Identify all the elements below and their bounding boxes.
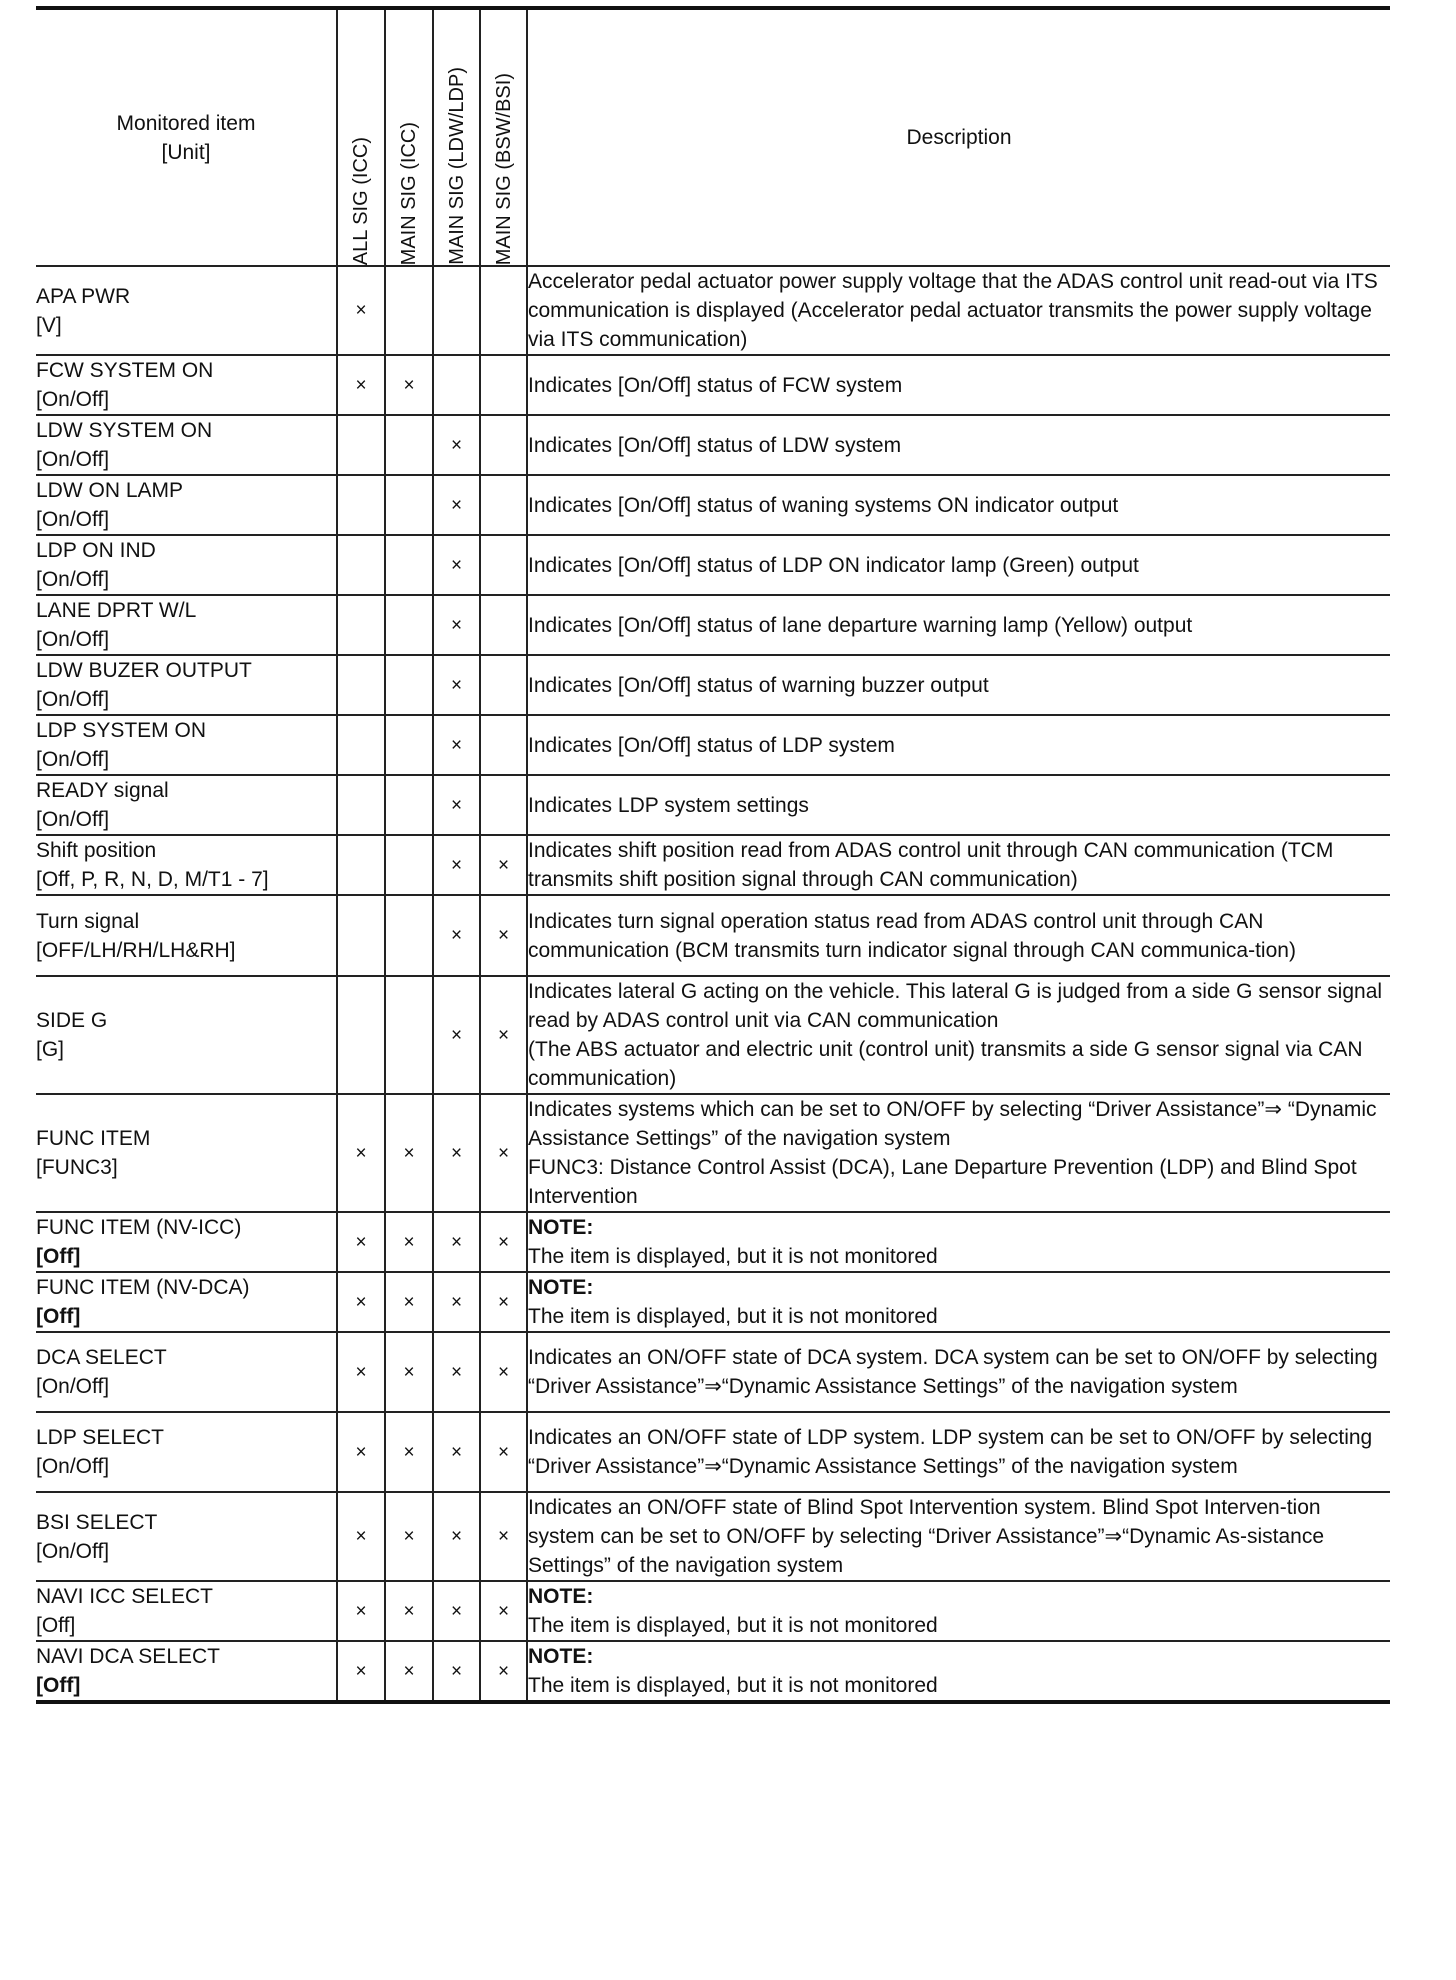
note-label: NOTE:: [528, 1216, 594, 1239]
applicable-mark: ×: [497, 1526, 510, 1547]
table-row: [36, 835, 1390, 895]
description-text: Indicates lateral G acting on the vehicle. This lateral G is judged from a side G sensor signal read by ADAS control unit via CAN communication: [528, 980, 1383, 1032]
description-cell: [527, 535, 1390, 595]
description-cell: [527, 655, 1390, 715]
applicable-mark: ×: [450, 794, 463, 816]
signal-mark-cell: [337, 475, 385, 535]
signal-mark-cell: [480, 1641, 527, 1702]
table-row: [36, 1094, 1390, 1212]
applicable-mark: ×: [497, 1361, 510, 1383]
signal-mark-cell: [480, 595, 527, 655]
signal-mark-cell: [480, 1272, 527, 1332]
signal-mark-cell: [337, 1272, 385, 1332]
signal-mark-cell: [337, 1212, 385, 1272]
applicable-mark: ×: [497, 925, 510, 946]
signal-mark-cell: [337, 535, 385, 595]
applicable-mark: ×: [355, 1231, 367, 1253]
signal-mark-cell: [385, 655, 433, 715]
applicable-mark: ×: [355, 1142, 367, 1164]
signal-mark-cell: [480, 1212, 527, 1272]
applicable-mark: ×: [497, 1024, 510, 1046]
item-unit: [On/Off]: [36, 808, 110, 831]
signal-mark-cell: [385, 1272, 433, 1332]
description-text: Indicates an ON/OFF state of Blind Spot Intervention system. Blind Spot Interven-tion system can be set to ON/OFF by selecting “Driver Assistance”⇒“Dynamic As-sistance Settings” of the navigation system: [528, 1496, 1325, 1577]
item-name: APA PWR: [36, 284, 131, 308]
signal-mark-cell: [480, 1094, 527, 1212]
item-unit: [On/Off]: [36, 1375, 110, 1398]
description-cell: [527, 895, 1390, 976]
applicable-mark: ×: [497, 1600, 510, 1622]
signal-mark-cell: [480, 355, 527, 415]
signal-mark-cell: [433, 1641, 480, 1702]
description-text: Indicates [On/Off] status of lane departure warning lamp (Yellow) output: [528, 613, 1193, 637]
monitored-item-cell: [36, 1641, 337, 1702]
item-unit: [Off, P, R, N, D, M/T1 - 7]: [36, 868, 269, 891]
table-row: [36, 1272, 1390, 1332]
item-unit: [Off]: [36, 1245, 81, 1268]
applicable-mark: ×: [355, 1660, 367, 1682]
description-text: The item is displayed, but it is not monitored: [528, 1305, 938, 1328]
table-row: [36, 1212, 1390, 1272]
signal-mark-cell: [337, 655, 385, 715]
description-cell: [527, 976, 1390, 1094]
signal-mark-cell: [433, 1332, 480, 1412]
signal-mark-cell: [337, 1492, 385, 1581]
monitored-item-cell: [36, 1581, 337, 1641]
item-unit: [FUNC3]: [36, 1156, 118, 1179]
applicable-mark: ×: [450, 434, 463, 456]
signal-mark-cell: [337, 595, 385, 655]
signal-mark-cell: [433, 1094, 480, 1212]
item-unit: [On/Off]: [36, 448, 110, 471]
item-name: BSI SELECT: [36, 1510, 158, 1534]
monitored-item-cell: [36, 715, 337, 775]
applicable-mark: ×: [355, 1361, 367, 1383]
item-unit: [On/Off]: [36, 1539, 110, 1563]
item-name: Shift position: [36, 839, 157, 862]
table-row: [36, 535, 1390, 595]
description-text: Indicates [On/Off] status of LDW system: [528, 433, 902, 457]
header-description-label: Description: [906, 126, 1012, 149]
description-text: Indicates an ON/OFF state of DCA system. DCA system can be set to ON/OFF by selecting “Driver Assistance”⇒“Dynamic Assistance Settings” of the navigation system: [528, 1346, 1378, 1398]
applicable-mark: ×: [450, 554, 463, 576]
monitored-item-cell: [36, 895, 337, 976]
item-unit: [Off]: [36, 1305, 81, 1328]
header-all-sig-icc: [337, 8, 385, 266]
header-sig-label: MAIN SIG (LDW/LDP): [445, 67, 468, 265]
description-text: Indicates LDP system settings: [528, 793, 809, 817]
applicable-mark: ×: [450, 1526, 463, 1547]
applicable-mark: ×: [450, 614, 463, 636]
signal-mark-cell: [433, 835, 480, 895]
description-cell: [527, 415, 1390, 475]
description-cell: [527, 1094, 1390, 1212]
signal-mark-cell: [480, 1581, 527, 1641]
signal-mark-cell: [385, 976, 433, 1094]
applicable-mark: ×: [355, 1291, 367, 1313]
applicable-mark: ×: [403, 1361, 415, 1383]
signal-mark-cell: [433, 1581, 480, 1641]
applicable-mark: ×: [403, 374, 415, 396]
applicable-mark: ×: [355, 1441, 367, 1463]
signal-mark-cell: [385, 266, 433, 355]
header-sig-label: MAIN SIG (ICC): [398, 121, 420, 265]
description-cell: [527, 355, 1390, 415]
signal-mark-cell: [385, 895, 433, 976]
signal-mark-cell: [385, 415, 433, 475]
applicable-mark: ×: [450, 494, 463, 516]
signal-mark-cell: [433, 976, 480, 1094]
signal-mark-cell: [480, 775, 527, 835]
signal-mark-cell: [337, 1412, 385, 1492]
signal-mark-cell: [480, 535, 527, 595]
item-name: NAVI ICC SELECT: [36, 1585, 213, 1608]
description-text: Indicates [On/Off] status of waning systems ON indicator output: [528, 493, 1119, 517]
applicable-mark: ×: [450, 1231, 463, 1253]
item-unit: [G]: [36, 1038, 65, 1061]
item-name: LANE DPRT W/L: [36, 599, 197, 622]
monitored-item-cell: [36, 355, 337, 415]
applicable-mark: ×: [450, 1441, 463, 1463]
table-row: [36, 976, 1390, 1094]
signal-mark-cell: [385, 835, 433, 895]
description-cell: [527, 1332, 1390, 1412]
signal-mark-cell: [337, 835, 385, 895]
description-text: The item is displayed, but it is not monitored: [528, 1614, 938, 1637]
signal-mark-cell: [337, 775, 385, 835]
signal-mark-cell: [480, 976, 527, 1094]
signal-mark-cell: [433, 775, 480, 835]
applicable-mark: ×: [497, 1441, 510, 1463]
signal-mark-cell: [480, 1412, 527, 1492]
applicable-mark: ×: [403, 1441, 415, 1463]
description-text: Indicates turn signal operation status read from ADAS control unit through CAN communication (BCM transmits turn indicator signal through CAN communica-tion): [528, 909, 1296, 962]
description-cell: [527, 1492, 1390, 1581]
signal-mark-cell: [385, 1641, 433, 1702]
applicable-mark: ×: [497, 1660, 510, 1682]
table-row: [36, 715, 1390, 775]
item-name: DCA SELECT: [36, 1346, 167, 1369]
item-unit: [V]: [36, 313, 62, 337]
signal-mark-cell: [433, 1272, 480, 1332]
description-text: Indicates an ON/OFF state of LDP system. LDP system can be set to ON/OFF by selecting “Driver Assistance”⇒“Dynamic Assistance Settings” of the navigation system: [528, 1426, 1373, 1478]
monitored-item-cell: [36, 475, 337, 535]
monitored-item-cell: [36, 655, 337, 715]
applicable-mark: ×: [450, 925, 463, 946]
description-text: The item is displayed, but it is not monitored: [528, 1674, 938, 1697]
item-name: READY signal: [36, 779, 169, 802]
applicable-mark: ×: [403, 1526, 415, 1547]
monitored-item-cell: [36, 835, 337, 895]
table-row: [36, 1641, 1390, 1702]
item-unit: [OFF/LH/RH/LH&RH]: [36, 938, 236, 962]
header-monitored-item: [36, 8, 337, 266]
applicable-mark: ×: [450, 1660, 463, 1682]
signal-mark-cell: [433, 715, 480, 775]
signal-mark-cell: [385, 1094, 433, 1212]
signal-mark-cell: [385, 535, 433, 595]
signal-mark-cell: [337, 415, 385, 475]
item-unit: [Off]: [36, 1674, 81, 1697]
signal-mark-cell: [433, 266, 480, 355]
applicable-mark: ×: [497, 1231, 510, 1253]
signal-mark-cell: [337, 355, 385, 415]
signal-mark-cell: [385, 1581, 433, 1641]
applicable-mark: ×: [403, 1231, 415, 1253]
applicable-mark: ×: [450, 1291, 463, 1313]
table-row: [36, 415, 1390, 475]
applicable-mark: ×: [355, 374, 367, 396]
description-text: Indicates [On/Off] status of warning buzzer output: [528, 673, 989, 697]
applicable-mark: ×: [403, 1600, 415, 1622]
table-row: [36, 1492, 1390, 1581]
description-cell: [527, 715, 1390, 775]
description-cell: [527, 1581, 1390, 1641]
header-main-sig-ldw-ldp: [433, 8, 480, 266]
item-name: LDP SELECT: [36, 1426, 164, 1449]
signal-mark-cell: [480, 715, 527, 775]
signal-mark-cell: [480, 475, 527, 535]
description-cell: [527, 475, 1390, 535]
signal-mark-cell: [385, 355, 433, 415]
description-cell: [527, 266, 1390, 355]
description-cell: [527, 1272, 1390, 1332]
table-row: [36, 595, 1390, 655]
signal-mark-cell: [385, 1212, 433, 1272]
description-text: Indicates [On/Off] status of LDP system: [528, 733, 895, 757]
item-unit: [On/Off]: [36, 508, 110, 531]
header-sig-label: MAIN SIG (BSW/BSI): [492, 72, 515, 265]
table-row: [36, 895, 1390, 976]
table-row: [36, 655, 1390, 715]
item-unit: [Off]: [36, 1614, 76, 1637]
signal-mark-cell: [337, 976, 385, 1094]
monitored-item-cell: [36, 1272, 337, 1332]
description-text: Indicates [On/Off] status of FCW system: [528, 373, 903, 397]
table-row: [36, 266, 1390, 355]
table-row: [36, 1581, 1390, 1641]
item-unit: [On/Off]: [36, 388, 110, 411]
item-name: LDP ON IND: [36, 539, 156, 562]
signal-mark-cell: [433, 595, 480, 655]
item-name: Turn signal: [36, 909, 140, 933]
applicable-mark: ×: [450, 1024, 463, 1046]
description-cell: [527, 835, 1390, 895]
monitored-item-cell: [36, 1094, 337, 1212]
signal-mark-cell: [433, 895, 480, 976]
signal-mark-cell: [480, 266, 527, 355]
monitored-item-cell: [36, 1332, 337, 1412]
signal-mark-cell: [480, 835, 527, 895]
monitored-item-cell: [36, 415, 337, 475]
signal-mark-cell: [480, 1492, 527, 1581]
signal-mark-cell: [433, 535, 480, 595]
monitored-item-cell: [36, 1492, 337, 1581]
header-sig-label: ALL SIG (ICC): [350, 136, 372, 265]
applicable-mark: ×: [497, 1142, 510, 1164]
applicable-mark: ×: [450, 674, 463, 696]
applicable-mark: ×: [450, 1361, 463, 1383]
item-name: FUNC ITEM (NV-DCA): [36, 1276, 250, 1299]
signal-mark-cell: [433, 475, 480, 535]
signal-mark-cell: [385, 1412, 433, 1492]
table-body: [36, 266, 1390, 1702]
description-text: Indicates [On/Off] status of LDP ON indicator lamp (Green) output: [528, 553, 1139, 577]
header-row: [36, 8, 1390, 266]
signal-mark-cell: [480, 895, 527, 976]
table-row: [36, 475, 1390, 535]
description-text-extra: FUNC3: Distance Control Assist (DCA), Lane Departure Prevention (LDP) and Blind Spot Intervention: [528, 1156, 1357, 1208]
signal-mark-cell: [337, 895, 385, 976]
signal-mark-cell: [433, 655, 480, 715]
signal-mark-cell: [433, 1492, 480, 1581]
item-name: NAVI DCA SELECT: [36, 1645, 220, 1668]
description-cell: [527, 595, 1390, 655]
header-main-sig-bsw-bsi: [480, 8, 527, 266]
item-name: SIDE G: [36, 1009, 108, 1032]
description-text: Indicates systems which can be set to ON/OFF by selecting “Driver Assistance”⇒ “Dynamic Assistance Settings” of the navigation system: [528, 1098, 1377, 1150]
header-item-label: Monitored item: [116, 111, 256, 135]
signal-mark-cell: [337, 1581, 385, 1641]
applicable-mark: ×: [450, 1600, 463, 1622]
description-text: The item is displayed, but it is not monitored: [528, 1245, 938, 1268]
description-text-extra: (The ABS actuator and electric unit (control unit) transmits a side G sensor signal via CAN communication): [528, 1038, 1363, 1090]
applicable-mark: ×: [355, 1526, 367, 1547]
monitored-item-cell: [36, 775, 337, 835]
description-cell: [527, 1412, 1390, 1492]
page: [36, 6, 1390, 1704]
applicable-mark: ×: [403, 1660, 415, 1682]
monitored-item-cell: [36, 266, 337, 355]
signal-mark-cell: [433, 415, 480, 475]
item-name: FCW SYSTEM ON: [36, 359, 214, 382]
item-name: LDP SYSTEM ON: [36, 719, 206, 742]
signal-mark-cell: [480, 1332, 527, 1412]
signal-mark-cell: [385, 775, 433, 835]
description-cell: [527, 1212, 1390, 1272]
table-row: [36, 775, 1390, 835]
header-unit-label: [Unit]: [161, 140, 211, 164]
signal-mark-cell: [337, 1641, 385, 1702]
monitor-table: [36, 6, 1390, 1704]
signal-mark-cell: [433, 355, 480, 415]
signal-mark-cell: [385, 595, 433, 655]
item-name: FUNC ITEM: [36, 1127, 151, 1150]
description-text: Indicates shift position read from ADAS control unit through CAN communication (TCM transmits shift position signal through CAN communication): [528, 839, 1334, 891]
item-unit: [On/Off]: [36, 688, 110, 711]
signal-mark-cell: [433, 1212, 480, 1272]
monitored-item-cell: [36, 976, 337, 1094]
monitored-item-cell: [36, 1412, 337, 1492]
signal-mark-cell: [385, 715, 433, 775]
item-name: LDW ON LAMP: [36, 479, 184, 502]
monitored-item-cell: [36, 1212, 337, 1272]
signal-mark-cell: [337, 715, 385, 775]
item-unit: [On/Off]: [36, 748, 110, 771]
applicable-mark: ×: [450, 854, 463, 876]
signal-mark-cell: [337, 266, 385, 355]
signal-mark-cell: [480, 415, 527, 475]
signal-mark-cell: [480, 655, 527, 715]
item-name: LDW BUZER OUTPUT: [36, 659, 252, 682]
note-label: NOTE:: [528, 1585, 594, 1608]
signal-mark-cell: [385, 1332, 433, 1412]
item-unit: [On/Off]: [36, 628, 110, 651]
table-row: [36, 355, 1390, 415]
applicable-mark: ×: [403, 1142, 415, 1164]
item-unit: [On/Off]: [36, 568, 110, 591]
applicable-mark: ×: [355, 1600, 367, 1622]
item-name: FUNC ITEM (NV-ICC): [36, 1216, 242, 1239]
description-cell: [527, 1641, 1390, 1702]
applicable-mark: ×: [450, 734, 463, 756]
monitored-item-cell: [36, 535, 337, 595]
note-label: NOTE:: [528, 1276, 594, 1299]
applicable-mark: ×: [450, 1142, 463, 1164]
header-main-sig-icc: [385, 8, 433, 266]
applicable-mark: ×: [355, 300, 367, 321]
signal-mark-cell: [385, 1492, 433, 1581]
signal-mark-cell: [337, 1094, 385, 1212]
table-row: [36, 1332, 1390, 1412]
applicable-mark: ×: [403, 1291, 415, 1313]
signal-mark-cell: [433, 1412, 480, 1492]
table-row: [36, 1412, 1390, 1492]
description-cell: [527, 775, 1390, 835]
item-unit: [On/Off]: [36, 1455, 110, 1478]
applicable-mark: ×: [497, 1291, 510, 1313]
item-name: LDW SYSTEM ON: [36, 419, 213, 442]
note-label: NOTE:: [528, 1645, 594, 1668]
header-description: [527, 8, 1390, 266]
monitored-item-cell: [36, 595, 337, 655]
signal-mark-cell: [337, 1332, 385, 1412]
signal-mark-cell: [385, 475, 433, 535]
description-text: Accelerator pedal actuator power supply voltage that the ADAS control unit read-out via ITS communication is displayed (Accelerator pedal actuator transmits the power supply voltage via ITS communication): [528, 270, 1378, 351]
applicable-mark: ×: [497, 854, 510, 876]
